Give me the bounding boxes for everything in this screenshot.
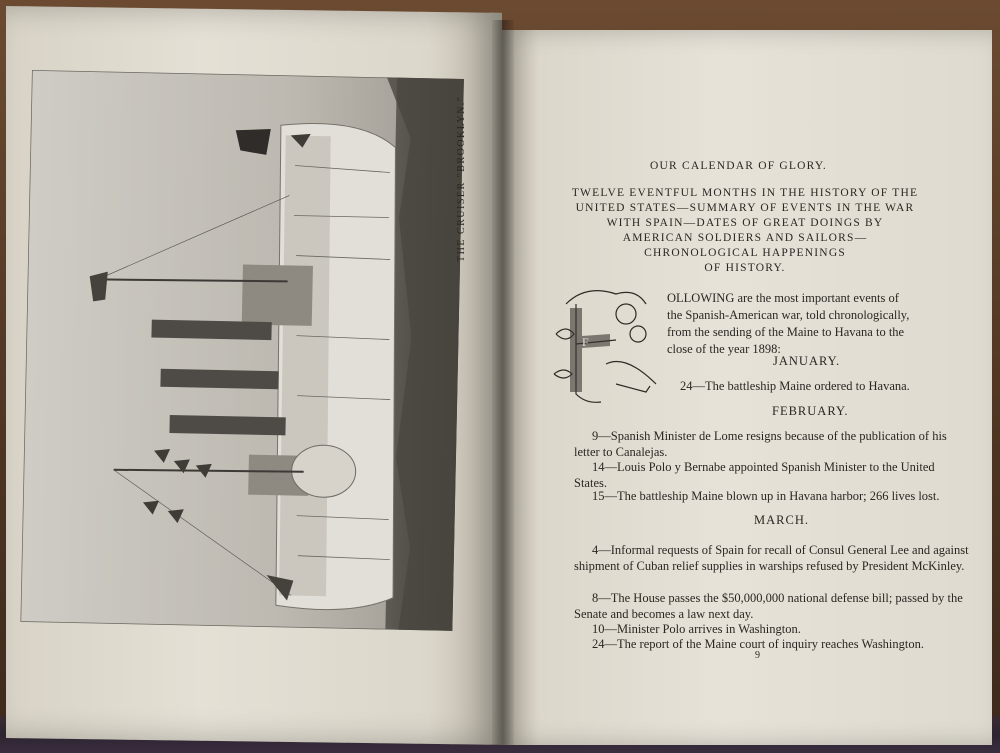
intro-paragraph [667, 290, 967, 358]
subheading-line: OF HISTORY. [704, 262, 786, 274]
march-entry: 10—Minister Polo arrives in Washington. [592, 622, 801, 636]
february-entry: 14—Louis Polo y Bernabe appointed Spanish Minister to the United States. [574, 460, 935, 490]
subheading-line: WITH SPAIN—DATES OF GREAT DOINGS BY [606, 217, 884, 229]
intro-line: close of the year 1898: [667, 342, 781, 356]
month-heading-february: FEBRUARY. [772, 404, 849, 418]
cruiser-photograph [20, 70, 463, 631]
drop-cap-letter: F [582, 335, 589, 349]
photo-caption: THE CRUISER "BROOKLYN." [456, 95, 467, 262]
march-entry: 4—Informal requests of Spain for recall of Consul General Lee and against shipment of Cuban relief supplies in warships refused by President McKinley. [574, 543, 969, 573]
page-number: 9 [755, 650, 760, 661]
february-entry: 15—The battleship Maine blown up in Havana harbor; 266 lives lost. [592, 489, 940, 503]
floral-drop-cap-icon [546, 274, 660, 410]
subheading-line: AMERICAN SOLDIERS AND SAILORS— [622, 232, 868, 244]
subheading-line: UNITED STATES—SUMMARY OF EVENTS IN THE WAR [575, 202, 915, 214]
month-heading-march: MARCH. [754, 513, 809, 527]
decorative-drop-cap [546, 274, 660, 410]
subheading-line: TWELVE EVENTFUL MONTHS IN THE HISTORY OF THE [571, 187, 919, 199]
february-entry: 9—Spanish Minister de Lome resigns because of the publication of his letter to Canalejas. [574, 429, 947, 459]
calendar-title: OUR CALENDAR OF GLORY. [650, 160, 827, 172]
book-gutter [492, 20, 514, 745]
subheading-line: CHRONOLOGICAL HAPPENINGS [644, 247, 846, 259]
month-heading-january: JANUARY. [773, 354, 841, 368]
march-entry: 24—The report of the Maine court of inquiry reaches Washington. [592, 637, 925, 651]
ship-illustration [20, 70, 463, 631]
intro-line: from the sending of the Maine to Havana to the [667, 325, 905, 339]
chapter-subheading [545, 186, 945, 276]
march-entry: 8—The House passes the $50,000,000 national defense bill; passed by the Senate and becomes a law next day. [574, 591, 963, 621]
intro-line: the Spanish-American war, told chronologically, [667, 308, 910, 322]
january-entry: 24—The battleship Maine ordered to Havana. [680, 379, 910, 393]
intro-line: OLLOWING are the most important events of [667, 291, 899, 305]
